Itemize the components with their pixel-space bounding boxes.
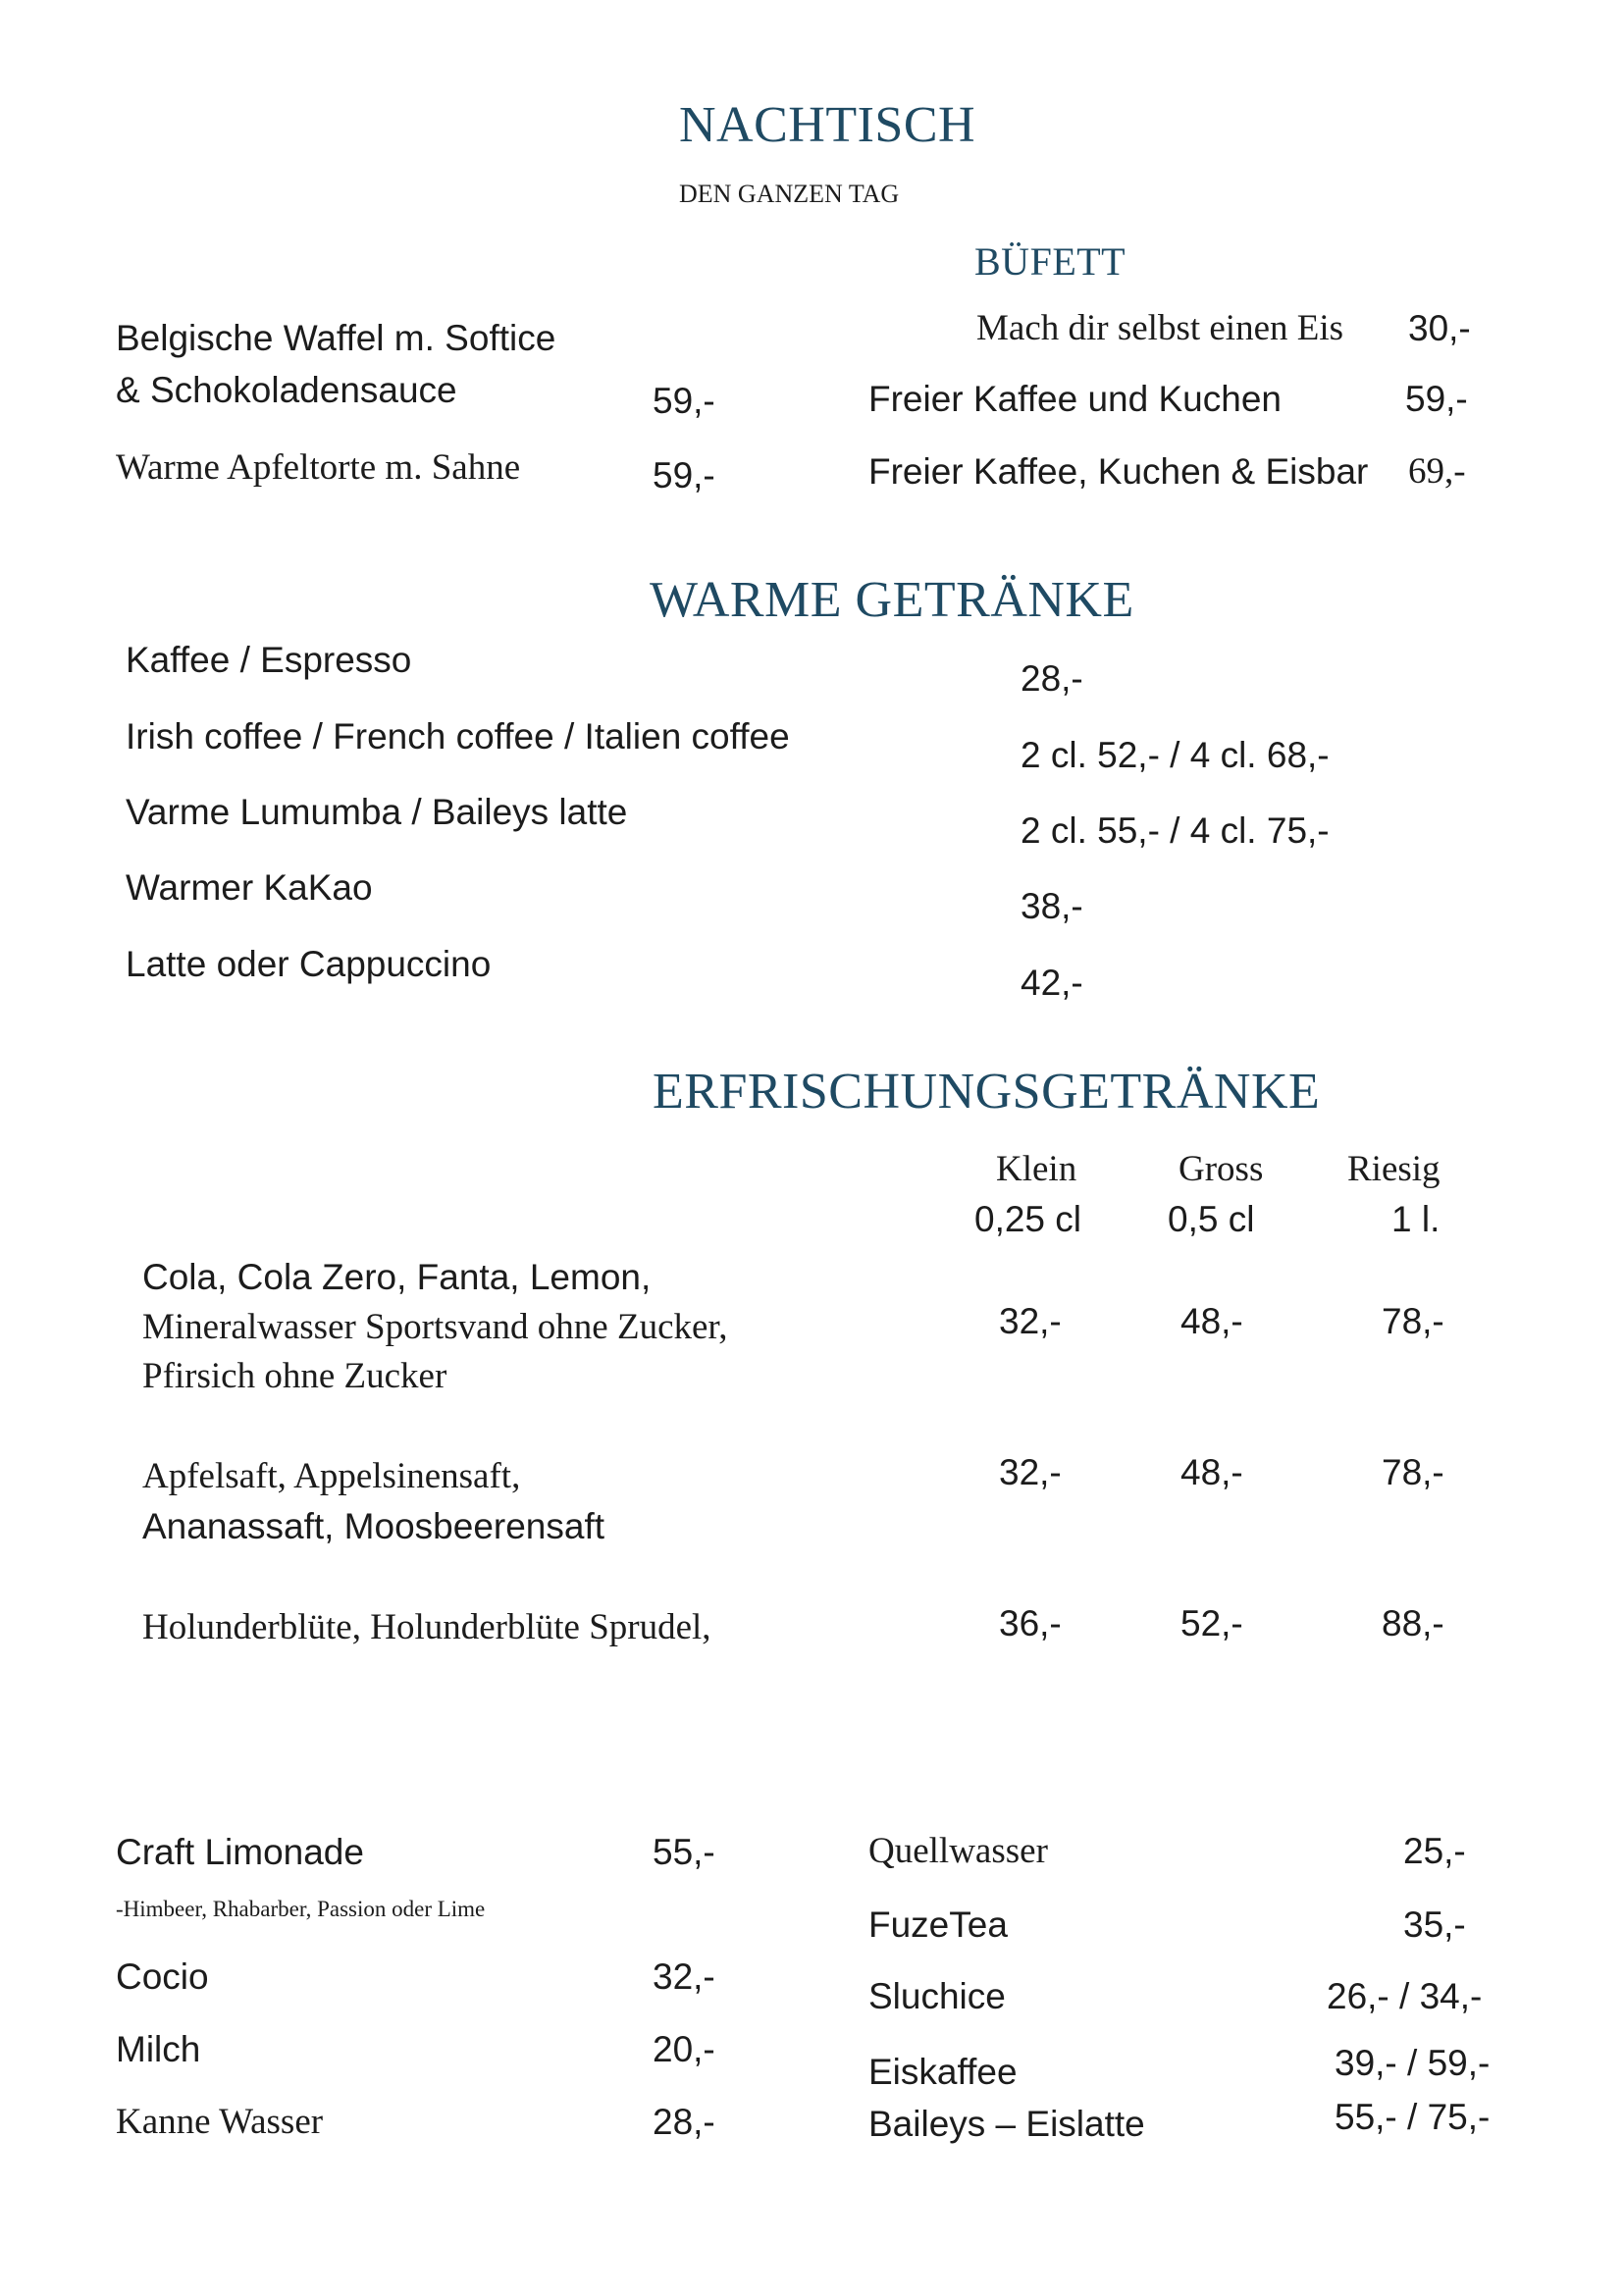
other-item-eiskaffee: Eiskaffee bbox=[868, 2052, 1018, 2092]
soft-row2-price-klein: 32,- bbox=[999, 1452, 1062, 1492]
dessert-item-apfeltorte: Warme Apfeltorte m. Sahne bbox=[116, 447, 521, 488]
size-volume-riesig: 1 l. bbox=[1391, 1199, 1441, 1239]
soft-row1-price-klein: 32,- bbox=[999, 1301, 1062, 1341]
other-item-baileys-eislatte: Baileys – Eislatte bbox=[868, 2104, 1145, 2144]
dessert-price-apfeltorte: 59,- bbox=[653, 455, 715, 496]
size-volume-klein: 0,25 cl bbox=[974, 1199, 1082, 1239]
other-price-sluchice: 26,- / 34,- bbox=[1327, 1976, 1483, 2016]
buffet-price-kaffee-kuchen: 59,- bbox=[1405, 379, 1468, 419]
warme-price-irish: 2 cl. 52,- / 4 cl. 68,- bbox=[1021, 735, 1330, 775]
other-price-cocio: 32,- bbox=[653, 1956, 715, 1997]
other-price-kanne-wasser: 28,- bbox=[653, 2102, 715, 2142]
size-volume-gross: 0,5 cl bbox=[1168, 1199, 1255, 1239]
soft-row1-line1: Cola, Cola Zero, Fanta, Lemon, bbox=[142, 1257, 652, 1297]
dessert-price-waffel: 59,- bbox=[653, 381, 715, 421]
soft-row2-line1: Apfelsaft, Appelsinensaft, bbox=[142, 1456, 521, 1496]
other-price-eiskaffee: 39,- / 59,- bbox=[1335, 2043, 1491, 2083]
soft-row3-price-gross: 52,- bbox=[1180, 1603, 1243, 1643]
soft-row1-line3: Pfirsich ohne Zucker bbox=[142, 1356, 447, 1396]
buffet-price-eis: 30,- bbox=[1408, 308, 1471, 348]
nachtisch-title: NACHTISCH bbox=[679, 97, 976, 153]
other-price-quellwasser: 25,- bbox=[1403, 1831, 1466, 1871]
craft-limonade-note: -Himbeer, Rhabarber, Passion oder Lime bbox=[116, 1897, 486, 1921]
warme-item-kakao: Warmer KaKao bbox=[126, 867, 373, 908]
other-item-cocio: Cocio bbox=[116, 1956, 209, 1997]
soft-row3-line1: Holunderblüte, Holunderblüte Sprudel, bbox=[142, 1607, 711, 1647]
warme-item-kaffee: Kaffee / Espresso bbox=[126, 640, 412, 680]
other-item-quellwasser: Quellwasser bbox=[868, 1831, 1048, 1871]
other-item-fuzetea: FuzeTea bbox=[868, 1904, 1008, 1945]
erfrischung-title: ERFRISCHUNGSGETRÄNKE bbox=[653, 1064, 1321, 1120]
soft-row2-line2: Ananassaft, Moosbeerensaft bbox=[142, 1506, 605, 1546]
warme-price-latte: 42,- bbox=[1021, 963, 1083, 1003]
buffet-title: BÜFETT bbox=[974, 239, 1126, 284]
buffet-item-kaffee-kuchen: Freier Kaffee und Kuchen bbox=[868, 379, 1282, 419]
other-price-fuzetea: 35,- bbox=[1403, 1904, 1466, 1945]
buffet-item-kaffee-kuchen-eisbar: Freier Kaffee, Kuchen & Eisbar bbox=[868, 451, 1369, 492]
soft-row2-price-gross: 48,- bbox=[1180, 1452, 1243, 1492]
soft-row2-price-riesig: 78,- bbox=[1382, 1452, 1444, 1492]
size-label-gross: Gross bbox=[1179, 1149, 1264, 1189]
warme-title: WARME GETRÄNKE bbox=[650, 572, 1134, 628]
warme-item-latte: Latte oder Cappuccino bbox=[126, 944, 492, 984]
dessert-item-waffel-line1: Belgische Waffel m. Softice bbox=[116, 318, 556, 358]
soft-row1-price-riesig: 78,- bbox=[1382, 1301, 1444, 1341]
soft-row1-price-gross: 48,- bbox=[1180, 1301, 1243, 1341]
size-label-riesig: Riesig bbox=[1347, 1149, 1441, 1189]
soft-row3-price-riesig: 88,- bbox=[1382, 1603, 1444, 1643]
dessert-item-waffel-line2: & Schokoladensauce bbox=[116, 370, 457, 410]
warme-item-lumumba: Varme Lumumba / Baileys latte bbox=[126, 792, 628, 832]
other-item-kanne-wasser: Kanne Wasser bbox=[116, 2102, 324, 2142]
other-price-milch: 20,- bbox=[653, 2029, 715, 2069]
size-label-klein: Klein bbox=[996, 1149, 1077, 1189]
nachtisch-subtitle: DEN GANZEN TAG bbox=[679, 180, 900, 208]
other-price-baileys-eislatte: 55,- / 75,- bbox=[1335, 2097, 1491, 2137]
warme-price-kaffee: 28,- bbox=[1021, 658, 1083, 699]
other-item-craft-limonade: Craft Limonade bbox=[116, 1832, 364, 1872]
buffet-item-eis: Mach dir selbst einen Eis bbox=[976, 308, 1344, 348]
other-item-sluchice: Sluchice bbox=[868, 1976, 1006, 2016]
warme-item-irish: Irish coffee / French coffee / Italien coffee bbox=[126, 716, 790, 756]
soft-row3-price-klein: 36,- bbox=[999, 1603, 1062, 1643]
other-item-milch: Milch bbox=[116, 2029, 201, 2069]
soft-row1-line2: Mineralwasser Sportsvand ohne Zucker, bbox=[142, 1307, 728, 1347]
other-price-craft-limonade: 55,- bbox=[653, 1832, 715, 1872]
buffet-price-kaffee-kuchen-eisbar: 69,- bbox=[1408, 451, 1466, 492]
warme-price-lumumba: 2 cl. 55,- / 4 cl. 75,- bbox=[1021, 810, 1330, 851]
warme-price-kakao: 38,- bbox=[1021, 886, 1083, 926]
